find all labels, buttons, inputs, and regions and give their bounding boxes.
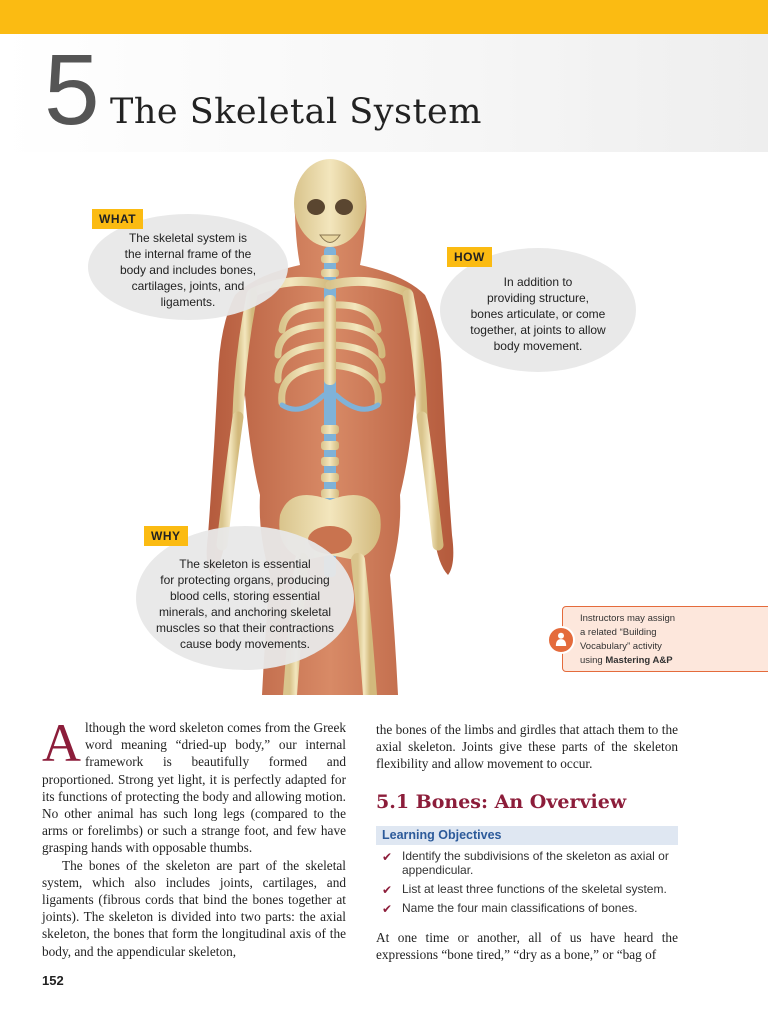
- intro-text: lthough the word skeleton comes from the Greek word meaning “dried-up body,” our internal framework is beautifully formed and proportioned. Strong yet light, it is perfectly adapted for its functions of protecting the body and allowing motion. No other animal has such long legs (compared to the arms or forelimbs) or such a strange foot, and few have grasping hands with opposable thumbs.: [42, 720, 346, 856]
- why-callout-bubble: [136, 526, 354, 670]
- continued-paragraph: the bones of the limbs and girdles that attach them to the axial skeleton. Joints give these parts of the skeleton flexibility and allow movement to occur.: [376, 722, 678, 772]
- top-color-band: [0, 0, 768, 34]
- learning-objective-text: List at least three functions of the skeletal system.: [402, 882, 667, 896]
- how-tag: HOW: [447, 247, 492, 267]
- check-icon: ✔: [382, 850, 393, 864]
- what-line: The skeletal system is: [128, 231, 248, 245]
- what-line: body and includes bones,: [119, 263, 257, 277]
- skeleton-parts-paragraph: The bones of the skeleton are part of the skeletal system, which also includes joints, cartilages, and ligaments (fibrous cords that bind the bones together at joints). The skeleton is divided into two parts: the axial skeleton, the bones that form the longitudinal axis of the body, and the appendicular skeleton,: [42, 857, 346, 959]
- chapter-number: 5: [44, 34, 100, 146]
- what-tag: WHAT: [92, 209, 143, 229]
- section-paragraph: At one time or another, all of us have heard the expressions “bone tired,” “dry as a bone,” or “bag of: [376, 930, 678, 963]
- why-line: muscles so that their contractions: [155, 621, 335, 635]
- body-column-right: [376, 721, 678, 773]
- page-number: 152: [42, 973, 64, 988]
- why-line: cause body movements.: [179, 637, 311, 651]
- instructor-note-line: Instructors may assign: [580, 613, 676, 624]
- how-line: together, at joints to allow: [470, 323, 606, 337]
- what-line: cartilages, joints, and: [131, 279, 245, 293]
- how-line: body movement.: [493, 339, 583, 353]
- person-icon: [547, 626, 575, 654]
- how-line: providing structure,: [486, 291, 590, 305]
- instructor-note-line: a related “Building: [580, 627, 657, 638]
- why-line: minerals, and anchoring skeletal: [158, 605, 332, 619]
- why-line: The skeleton is essential: [179, 557, 311, 571]
- drop-cap: A: [42, 713, 81, 773]
- instructor-note-line: Vocabulary” activity: [580, 641, 662, 652]
- why-line: for protecting organs, producing: [160, 573, 330, 587]
- what-line: ligaments.: [160, 295, 216, 309]
- check-icon: ✔: [382, 883, 393, 897]
- mastering-ap-link[interactable]: Mastering A&P: [605, 655, 673, 666]
- what-line: the internal frame of the: [124, 247, 252, 261]
- section-body: [376, 929, 678, 963]
- what-callout-bubble: [88, 214, 288, 320]
- intro-paragraph: [42, 713, 346, 857]
- learning-objective-item: [382, 849, 682, 877]
- instructor-note-prefix: using: [580, 655, 606, 666]
- learning-objectives-heading: Learning Objectives: [376, 826, 678, 845]
- body-column-left: [42, 713, 346, 960]
- learning-objective-text: Identify the subdivisions of the skeleton as axial or appendicular.: [402, 849, 669, 877]
- how-line: bones articulate, or come: [470, 307, 606, 321]
- learning-objective-item: [382, 882, 682, 896]
- check-icon: ✔: [382, 902, 393, 916]
- how-line: In addition to: [503, 275, 573, 289]
- learning-objective-text: Name the four main classifications of bones.: [402, 901, 638, 915]
- learning-objective-item: [382, 901, 682, 915]
- chapter-title: The Skeletal System: [110, 92, 482, 132]
- instructor-note-line: [580, 654, 765, 668]
- why-line: blood cells, storing essential: [169, 589, 321, 603]
- why-tag: WHY: [144, 526, 188, 546]
- learning-objectives-list: [382, 849, 682, 920]
- section-heading: 5.1 Bones: An Overview: [376, 791, 627, 813]
- instructor-note: [562, 606, 768, 672]
